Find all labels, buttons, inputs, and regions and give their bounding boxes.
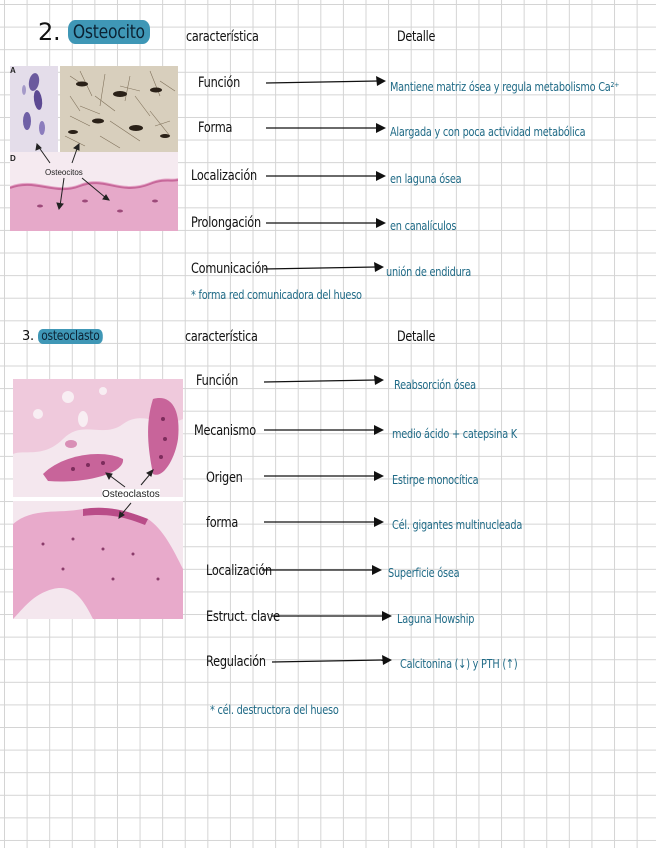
osteocito-row-arrow-forma: [266, 122, 386, 134]
osteoclasto-row-value-funcion: Reabsorción ósea: [394, 377, 476, 392]
osteocito-row-value-funcion: Mantiene matriz ósea y regula metabolismo Ca²⁺: [390, 79, 620, 94]
osteoclasto-row-value-localizacion: Superficie ósea: [388, 565, 460, 580]
osteoclasto-row-value-forma: Cél. gigantes multinucleada: [392, 517, 523, 532]
osteoclasto-row-label-forma: forma: [206, 515, 239, 531]
osteoclasto-row-arrow-estructura: [272, 610, 392, 622]
osteoclasto-row-arrow-origen: [264, 470, 384, 482]
osteocito-row-value-comunicacion: unión de endidura: [386, 264, 472, 279]
osteoclasto-row-value-mecanismo: medio ácido + catepsina K: [392, 426, 517, 441]
section-3-header-detail: Detalle: [397, 329, 436, 345]
osteoclasto-row-label-regulacion: Regulación: [206, 654, 266, 670]
section-2-heading: [38, 18, 168, 46]
osteoclasto-row-value-regulacion: Calcitonina (↓) y PTH (↑): [400, 656, 518, 671]
osteocito-row-arrow-prolongacion: [266, 217, 386, 229]
osteoclasto-row-arrow-localizacion: [262, 564, 382, 576]
osteoclasto-row-value-estructura: Laguna Howship: [397, 611, 475, 626]
osteoclasto-row-value-origen: Estirpe monocítica: [392, 472, 479, 487]
osteoclasto-row-arrow-regulacion: [272, 655, 392, 667]
osteoclastos-label: Osteoclastos: [102, 489, 160, 500]
osteocitos-label: Osteocitos: [45, 168, 83, 177]
osteoclasto-row-label-mecanismo: Mecanismo: [194, 423, 256, 439]
panel-a-letter: A: [10, 66, 16, 75]
osteocito-row-label-comunicacion: Comunicación: [191, 261, 269, 277]
osteocito-note: * forma red comunicadora del hueso: [191, 287, 362, 302]
section-3-title: osteoclasto: [38, 329, 103, 344]
osteoclasto-note: * cél. destructora del hueso: [210, 702, 339, 717]
section-2-header-characteristic: característica: [186, 29, 259, 45]
osteocito-row-label-localizacion: Localización: [191, 168, 257, 184]
osteocito-row-value-prolongacion: en canalículos: [390, 218, 457, 233]
osteoclast-micrograph: [13, 379, 183, 619]
section-3-header-characteristic: característica: [185, 329, 258, 345]
osteocito-row-value-localizacion: en laguna ósea: [390, 171, 462, 186]
section-2-number: 2.: [38, 18, 61, 46]
osteocito-row-arrow-funcion: [266, 76, 386, 88]
osteoclasto-row-arrow-mecanismo: [264, 424, 384, 436]
section-2-title: Osteocito: [68, 20, 150, 44]
osteocito-row-label-funcion: Función: [198, 75, 241, 91]
osteoclasto-row-label-origen: Origen: [206, 470, 243, 486]
osteocito-row-value-forma: Alargada y con poca actividad metabólica: [390, 124, 586, 139]
osteocito-row-arrow-localizacion: [266, 170, 386, 182]
osteoclasto-row-arrow-forma: [264, 516, 384, 528]
section-3-heading: [22, 329, 117, 344]
osteocyte-micrograph: [10, 66, 178, 231]
osteoclasto-row-arrow-funcion: [264, 375, 384, 387]
osteoclasto-row-label-funcion: Función: [196, 373, 239, 389]
section-2-header-detail: Detalle: [397, 29, 436, 45]
panel-d-letter: D: [10, 154, 16, 163]
section-3-number: 3.: [22, 329, 34, 344]
osteocito-row-arrow-comunicacion: [264, 262, 384, 274]
osteoclasto-row-label-localizacion: Localización: [206, 563, 272, 579]
osteocito-row-label-prolongacion: Prolongación: [191, 215, 261, 231]
osteoclasto-row-label-estructura: Estruct. clave: [206, 609, 280, 625]
osteocito-row-label-forma: Forma: [198, 120, 233, 136]
